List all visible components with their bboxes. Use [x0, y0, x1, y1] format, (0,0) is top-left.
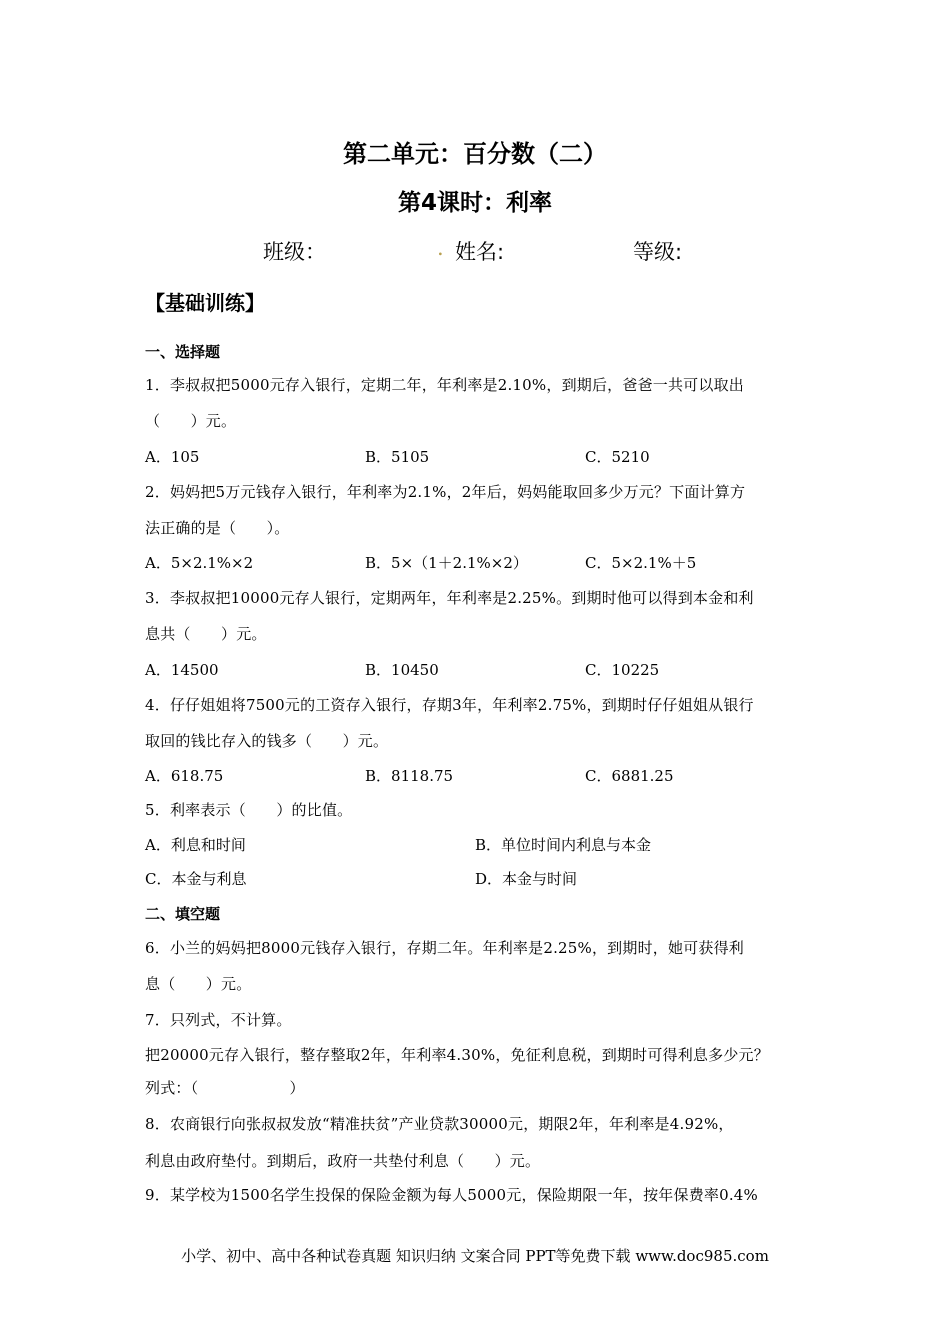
- question-7-line-1: 7．只列式，不计算。: [145, 1011, 292, 1029]
- section-multiple-choice: 一、选择题: [145, 343, 221, 361]
- question-2-option-a: A．5×2.1%×2: [145, 554, 254, 572]
- question-4-line-2: 取回的钱比存入的钱多（ ）元。: [145, 732, 389, 750]
- question-1-line-2: （ ）元。: [145, 412, 237, 430]
- question-2-option-b: B．5×（1＋2.1%×2）: [365, 554, 528, 572]
- question-4-option-b: B．8118.75: [365, 767, 454, 785]
- lesson-title: 第4课时：利率: [397, 190, 552, 216]
- question-2-line-2: 法正确的是（ ）。: [145, 519, 290, 537]
- question-8-line-1: 8．农商银行向张叔叔发放“精准扶贫”产业贷款30000元，期限2年，年利率是4.92%，: [145, 1115, 734, 1133]
- question-4-line-1: 4．仔仔姐姐将7500元的工资存入银行，存期3年，年利率2.75%，到期时仔仔姐姐从银行: [145, 696, 754, 714]
- question-5-line-1: 5．利率表示（ ）的比值。: [145, 801, 353, 819]
- unit-title: 第二单元：百分数（二）: [343, 140, 607, 168]
- question-5-option-b: B．单位时间内利息与本金: [475, 836, 652, 854]
- question-7-line-2: 把20000元存入银行，整存整取2年，年利率4.30%，免征利息税，到期时可得利息多少元？: [145, 1046, 769, 1064]
- question-5-option-a: A．利息和时间: [145, 836, 246, 854]
- footer-promo: 小学、初中、高中各种试卷真题 知识归纳 文案合同 PPT等免费下载 www.doc985.com: [181, 1247, 769, 1265]
- section-basic-training: 【基础训练】: [145, 291, 265, 315]
- question-1-option-c: C．5210: [585, 448, 650, 466]
- question-6-line-1: 6．小兰的妈妈把8000元钱存入银行，存期二年。年利率是2.25%，到期时，她可获得利: [145, 939, 744, 957]
- name-label: 姓名:: [455, 240, 505, 264]
- question-3-option-a: A．14500: [145, 661, 219, 679]
- question-3-option-b: B．10450: [365, 661, 439, 679]
- question-5-option-d: D．本金与时间: [475, 870, 578, 888]
- separator-dot: .: [437, 236, 444, 260]
- question-3-line-2: 息共（ ）元。: [145, 625, 267, 643]
- question-7-line-3: 列式：（ ）: [145, 1079, 305, 1097]
- question-4-option-a: A．618.75: [145, 767, 224, 785]
- question-8-line-2: 利息由政府垫付。到期后，政府一共垫付利息（ ）元。: [145, 1152, 541, 1170]
- question-1-option-a: A．105: [145, 448, 200, 466]
- question-9-line-1: 9．某学校为1500名学生投保的保险金额为每人5000元，保险期限一年，按年保费率0.4%: [145, 1186, 759, 1204]
- question-1-line-1: 1．李叔叔把5000元存入银行，定期二年，年利率是2.10%，到期后，爸爸一共可以取出: [145, 376, 744, 394]
- question-4-option-c: C．6881.25: [585, 767, 674, 785]
- question-2-option-c: C．5×2.1%＋5: [585, 554, 697, 572]
- question-3-line-1: 3．李叔叔把10000元存人银行，定期两年，年利率是2.25%。到期时他可以得到本金和利: [145, 589, 754, 607]
- question-2-line-1: 2．妈妈把5万元钱存入银行，年利率为2.1%，2年后，妈妈能取回多少万元？下面计算方: [145, 483, 746, 501]
- question-3-option-c: C．10225: [585, 661, 660, 679]
- grade-label: 等级:: [633, 240, 683, 264]
- question-6-line-2: 息（ ）元。: [145, 975, 252, 993]
- question-5-option-c: C．本金与利息: [145, 870, 247, 888]
- section-fill-in-blank: 二、填空题: [145, 905, 221, 923]
- class-label: 班级：: [263, 240, 326, 264]
- question-1-option-b: B．5105: [365, 448, 430, 466]
